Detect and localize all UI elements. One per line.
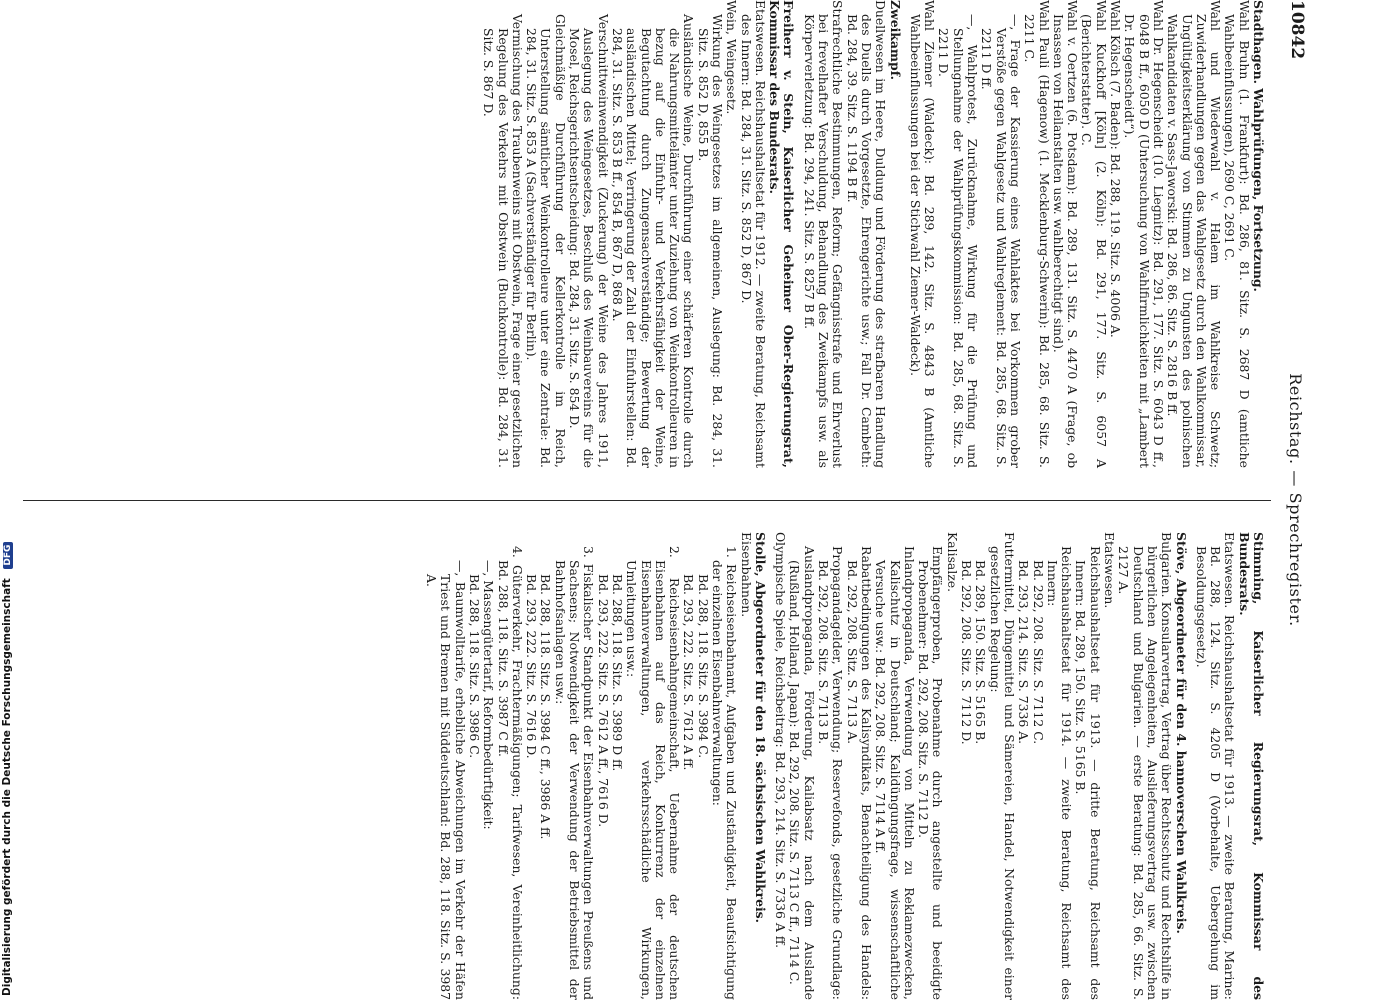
register-entry: Wahl v. Oertzen (6. Potsdam): Bd. 289, 131. Sitz. S. 4470 A (Frage, ob Insassen von Heilanstalten usw. wahlberechtigt sind). bbox=[1050, 0, 1081, 468]
register-entry: —, Wahlprotest, Zurücknahme, Wirkung für die Prüfung und Stellungnahme der Wahlprüfungskommission: Bd. 285, 68. Sitz. S. 2211 D. bbox=[936, 14, 981, 468]
page-header bbox=[1277, 0, 1313, 1000]
register-entry: Bd. 288, 118. Sitz. S. 3984 C ff., 3986 A ff. bbox=[538, 574, 554, 840]
register-entry: Futtermittel, Düngemittel und Sämereien, Handel, Notwendigkeit einer gesetzlichen Regelung: bbox=[987, 532, 1017, 1000]
register-entry: Bulgarien. Konsularvertrag, Vertrag über Rechtsschutz und Rechtshilfe in bürgerlichen Angelegenheiten, Auslieferungsvertrag usw. zwischen Deutschland und Bulgarien. — erste Beratung: Bd. 285, 66. Sitz. S. 2127 A. bbox=[1116, 532, 1175, 1000]
register-entry: Rabattbedingungen des Kalisyndikats, Benachteiligung des Handels: Bd. 292, 208. Sitz. S. 7113 A. bbox=[844, 546, 874, 1000]
dfg-logo: DFG bbox=[3, 542, 13, 569]
register-entry: Bd. 293, 222. Sitz. S. 7616 D. bbox=[524, 574, 540, 759]
register-entry: Auslandpropaganda, Förderung, Kaliabsatz nach dem Auslande (Rußland, Holland, Japan): Bd. 292, 208. Sitz. S. 7113 C ff., 7114 C. bbox=[787, 546, 817, 1000]
register-heading: Stöve, Abgeordneter für den 4. hannoverschen Wahlkreis. bbox=[1173, 532, 1189, 934]
register-entry: Wahl Kölsch (7. Baden): Bd. 288, 119. Sitz. S. 4006 A. bbox=[1108, 0, 1124, 338]
register-entry: Bd. 288, 118. Sitz. S. 3989 D ff. bbox=[609, 574, 625, 772]
register-entry: Strafrechtliche Bestimmungen, Reform; Gefängnisstrafe und Ehrverlust bei frevelhafter Verschuldung, Behandlung des Zweikampfs usw. als Körperverletzung: Bd. 294, 241. Sitz. S. 8257 B ff. bbox=[801, 0, 846, 468]
register-entry: Wahl Kuckhoff [Köln] (2. Köln): Bd. 291, 177. Sitz. S. 6057 A (Berichterstatter). C. bbox=[1079, 0, 1109, 468]
register-entry: Reichshaushaltsetat für 1913. — dritte Beratung, Reichsamt des Innern: Bd. 289, 150. Sitz. S. 5165 B. bbox=[1073, 546, 1103, 1000]
digitization-footer bbox=[1, 544, 15, 996]
register-entry: Kalisalze. bbox=[944, 532, 960, 593]
running-head: Reichstag. — Sprechregister. bbox=[1286, 373, 1305, 627]
register-entry: Wirkung des Weingesetzes im allgemeinen, Auslegung: Bd. 284, 31. Sitz. S. 852 D, 855 B. bbox=[695, 14, 726, 468]
register-entry: Inlandpropaganda, Verwendung von Mitteln zu Reklamezwecken, Kalischutz in Deutschland; Kalidüngungsfrage, wissenschaftliche Versuche usw.: Bd. 292, 208. Sitz. S. 7114 A ff. bbox=[873, 546, 917, 1000]
left-column bbox=[481, 0, 1271, 468]
register-entry: Ausländische Weine, Durchführung einer schärferen Kontrolle durch die Nahrungsmittelämter unter Zuziehung von Weinkontrolleuren in bezug auf die Einfuhr- und Verkehrsfähigkeit der Weine, Begutachtung durch Zungensachverständige; Bewertung der ausländischen Mittel; Verringerung der Zahl der Einfuhrstellen: Bd. 284, 31. Sitz. S. 853 B ff., 854 B, 867 D, 868 A. bbox=[609, 14, 697, 468]
register-entry: —, Frage der Kassierung eines Wahlaktes bei Vorkommen grober Verstöße gegen Wahlgesetz und Wahlreglement: Bd. 285, 68. Sitz. S. 2211 D ff. bbox=[979, 14, 1023, 468]
register-heading: Stimming, Kaiserlicher Regierungsrat, Kommissar des Bundesrats. bbox=[1236, 532, 1266, 1000]
register-entry: Duellwesen im Heere, Duldung und Förderung des strafbaren Handlung des Duells durch Vorgesetzte, Ehrengerichte usw.; Fall Dr. Cambeth: Bd. 284, 39. Sitz. S. 1194 B ff. bbox=[844, 0, 889, 468]
register-entry: Etatswesen. bbox=[1102, 532, 1118, 609]
register-entry: 3. Fiskalischer Standpunkt der Eisenbahnverwaltungen Preußens und Sachsens; Notwendigkeit der Verwendung der Betriebsmittel der Bahnhofsanlagen usw.: bbox=[552, 546, 597, 1000]
register-entry: Bd. 292, 208. Sitz. S. 7112 D. bbox=[959, 560, 975, 745]
register-entry: Wahl Bruhn (1. Frankfurt): Bd. 286, 81. Sitz. S. 2687 D (amtliche Wahlbeeinflussungen), 2690 C, 2691 C. bbox=[1222, 0, 1252, 468]
column-divider bbox=[23, 500, 1271, 501]
register-entry: —, Baumwolltarife, erhebliche Abweichungen im Verkehr der Häfen Triest und Bremen mit Süddeutschland: Bd. 288, 118. Sitz. S. 3987 A. bbox=[424, 560, 468, 1000]
register-entry: Bd. 288, 118. Sitz. S. 3986 C. bbox=[466, 574, 482, 759]
register-entry: 1. Reichseisenbahnamt, Aufgaben und Zuständigkeit, Beaufsichtigung der einzelnen Eisenbahnverwaltungen: bbox=[710, 546, 740, 1000]
register-heading: Zweikampf. bbox=[887, 0, 903, 80]
register-entry: Olympische Spiele, Reichsbeitrag: Bd. 293, 214. Sitz. S. 7336 A ff. bbox=[773, 532, 789, 949]
register-entry: Empfängerproben, Probenahme durch angestellte und beeidigte Probenehmer: Bd. 292, 208. Sitz. S. 7112 D. bbox=[916, 546, 946, 1000]
register-entry: Verschnittweinwendigkeit (Zuckerung) der Weine des Jahres 1911, Auslegung des Weingesetzes, Beschluß des Weinbauvereins für die Mosel, Reichsgerichtsentscheidung: Bd. 284, 31. Sitz. S. 854 D. bbox=[567, 14, 611, 468]
register-entry: Wein, Weingesetz. bbox=[724, 0, 740, 115]
register-entry: Wahl Ziemer (Waldeck): Bd. 289, 142. Sitz. S. 4843 B (Amtliche Wahlbeeinflussungen bei der Stichwahl Ziemer-Waldeck). bbox=[907, 0, 938, 468]
register-entry: Wahl und Wiederwahl v. Halem im Wahlkreise Schwetz; Zuwiderhandlungen gegen das Wahlgesetz durch den Wahlkommissar, Ungültigkeitserklärung von Stimmen zu Ungunsten des polnischen Wahlkandidaten v. Sass-Jaworski: Bd. 286, 86. Sitz. S. 2816 B ff. bbox=[1165, 0, 1224, 468]
register-entry: Bd. 293, 214. Sitz. S. 7336 A. bbox=[1016, 560, 1032, 745]
register-entry: Etatswesen. Reichshaushaltsetat für 1913. — zweite Beratung, Marine: Bd. 288, 124. Sitz. S. 4205 D (Vorbehalte, Uebergehung im Besoldungsgesetz). bbox=[1193, 532, 1238, 1000]
register-entry: Bd. 293, 222. Sitz. S. 7612 A ff., 7616 D. bbox=[595, 574, 611, 828]
register-heading: Freiherr v. Stein, Kaiserlicher Geheimer Ober-Regierungsrat, Kommissar des Bundesrats. bbox=[767, 0, 797, 468]
register-heading: Stadthagen. Wahlprüfungen, Fortsetzung. bbox=[1251, 0, 1266, 292]
page-number: 10842 bbox=[1287, 0, 1307, 60]
register-entry: Bd. 292, 208. Sitz. S. 7112 C. bbox=[1030, 560, 1046, 745]
register-entry: Bd. 293, 222. Sitz. S. 7612 A ff. bbox=[681, 574, 697, 771]
register-entry: 2. Reichseisenbahngemeinschaft, Uebernahme der deutschen Eisenbahnen auf das Reich, Konkurrenz der einzelnen Eisenbahnverwaltungen, verkehrsschädliche Wirkungen, Umleitungen usw.: bbox=[624, 546, 683, 1000]
digitization-note: Digitalisierung gefördert durch die Deutsche Forschungsgemeinschaft bbox=[1, 578, 13, 996]
register-entry: Propagandagelder, Verwendung; Reservefonds, gesetzliche Grundlage: Bd. 292, 208. Sitz. S. 7113 B. bbox=[816, 546, 846, 1000]
register-entry: Reichshaushaltsetat für 1914. — zweite Beratung, Reichsamt des Innern: bbox=[1044, 546, 1075, 1000]
register-entry: Wahl Pauli (Hagenow) (1. Mecklenburg-Schwerin): Bd. 285, 68. Sitz. S. 2211 C. bbox=[1022, 0, 1052, 468]
register-entry: Bd. 289, 150. Sitz. S. 5165 B. bbox=[973, 560, 989, 745]
register-entry: Etatswesen. Reichshaushaltsetat für 1912. — zweite Beratung, Reichsamt des Innern: Bd. 284, 31. Sitz. S. 852 D, 867 D. bbox=[738, 0, 768, 468]
rotated-page bbox=[3, 0, 1323, 1000]
register-entry: Wahl Dr. Hegenscheidt (10. Liegnitz): Bd. 291, 177. Sitz. S. 6043 D ff., 6048 B ff., 6050 D (Untersuchung von Wahlfirmlichkeiten mit „Lambert Dr. Hegenscheidt“). bbox=[1122, 0, 1166, 468]
register-entry: 4. Güterverkehr, Frachtermäßigungen; Tarifwesen, Vereinheitlichung: Bd. 288, 118. Sitz. S. 3987 C ff. bbox=[495, 546, 525, 1000]
right-column bbox=[424, 532, 1271, 1000]
register-entry: Bd. 288, 118. Sitz. S. 3984 C. bbox=[695, 574, 711, 759]
register-entry: Gleichmäßige Durchführung der Kellerkontrolle im Reich, Unterstellung sämtlicher Weinkontrolleure unter eine Zentrale: Bd. 284, 31. Sitz. S. 853 A (Sachverständiger für Berlin). bbox=[524, 14, 568, 468]
register-entry: —, Massengütertarif, Reformbedürftigkeit: bbox=[481, 560, 497, 830]
register-heading: Stolle, Abgeordneter für den 18. sächsischen Wahlkreis. bbox=[752, 532, 768, 923]
register-entry: Vermischung des Traubenweins mit Obstwein, Frage einer gesetzlichen Regelung des Verkehrs mit Obstwein (Buchkontrolle): Bd. 284, 31. Sitz. S. 867 D. bbox=[481, 14, 525, 468]
register-entry: Eisenbahnen. bbox=[738, 532, 754, 618]
